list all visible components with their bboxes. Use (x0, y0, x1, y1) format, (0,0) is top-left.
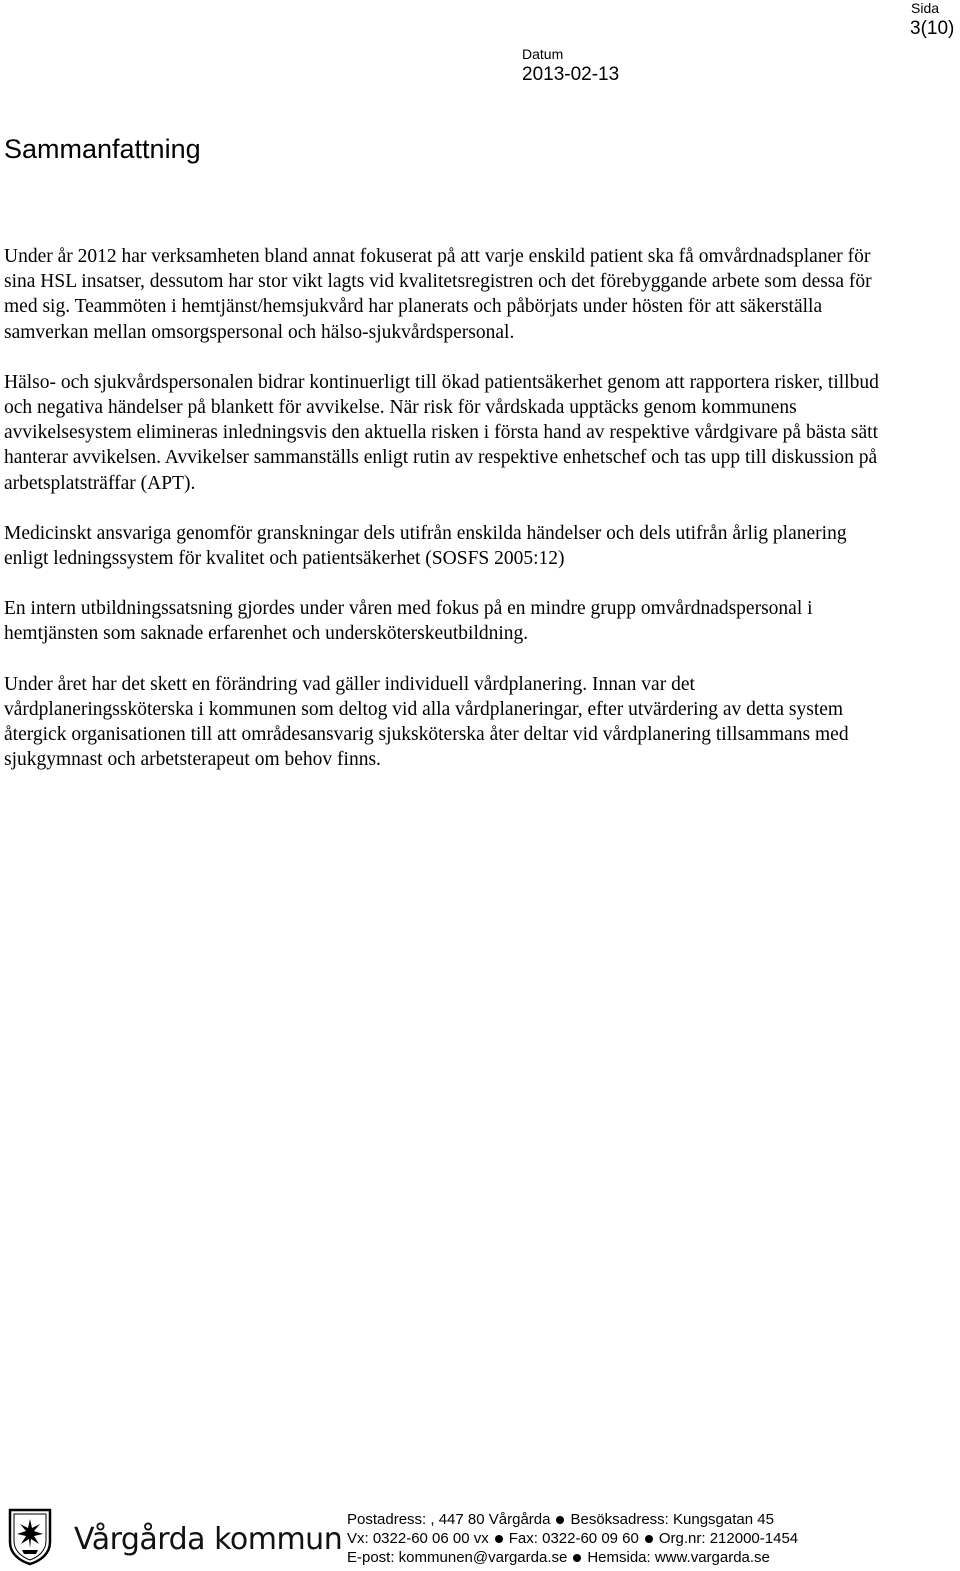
paragraph: Under året har det skett en förändring vad gäller individuell vårdplanering. Innan var det vårdplaneringssköterska i kommunen som deltog vid alla vårdplaneringar, efter utvärdering av detta system återgick organisationen till att områdesansvarig sjuksköterska åter deltar vid vårdplanering tillsammans med sjukgymnast och arbetsterapeut om behov finns. (4, 673, 849, 771)
municipal-crest-icon (8, 1508, 52, 1566)
page-label: Sida (911, 0, 940, 16)
paragraph: Under år 2012 har verksamheten bland annat fokuserat på att varje enskild patient ska få omvårdnadsplaner för sina HSL insatser, dessutom har stor vikt lagts vid kvalitetsregistren och det förebyggande arbete som dessa för med sig. Teammöten i hemtjänst/hemsjukvård har planerats och påbörjats under hösten för att säkerställa samverkan mellan omsorgspersonal och hälso-sjukvårdspersonal. (4, 246, 872, 343)
paragraph: Medicinskt ansvariga genomför granskningar dels utifrån enskilda händelser och dels utifrån årlig planering enligt ledningssystem för kvalitet och patientsäkerhet (SOSFS 2005:12) (4, 522, 847, 570)
fax-number: Fax: 0322-60 09 60 (508, 1530, 639, 1547)
bullet-icon (645, 1535, 653, 1543)
footer-logo (8, 1508, 342, 1566)
paragraph: En intern utbildningssatsning gjordes under våren med fokus på en mindre grupp omvårdnadspersonal i hemtjänsten som saknade erfarenhet och undersköterskeutbildning. (4, 598, 813, 645)
brand-name: Vårgårda kommun (74, 1522, 343, 1557)
org-number: Org.nr: 212000-1454 (658, 1530, 799, 1547)
email-address[interactable]: E-post: kommunen@vargarda.se (347, 1549, 568, 1566)
date-value: 2013-02-13 (522, 64, 620, 85)
paragraph: Hälso- och sjukvårdspersonalen bidrar kontinuerligt till ökad patientsäkerhet genom att rapportera risker, tillbud och negativa händelser på blankett för avvikelse. När risk för vårdskada upptäcks genom kommunens avvikelsesystem elimineras inledningsvis den aktuella risken i första hand av respektive vårdgivare på bästa sätt hanterar avvikelsen. Avvikelser sammanställs enligt rutin av respektive enhetschef och tas upp till diskussion på arbetsplatsträffar (APT). (4, 371, 879, 494)
footer-contact (347, 1510, 798, 1567)
phone-number: Vx: 0322-60 06 00 vx (347, 1530, 489, 1547)
document-body (4, 244, 884, 797)
postal-address: Postadress: , 447 80 Vårgårda (347, 1511, 551, 1528)
bullet-icon (556, 1516, 564, 1524)
visiting-address: Besöksadress: Kungsgatan 45 (570, 1511, 774, 1528)
website-link[interactable]: Hemsida: www.vargarda.se (587, 1549, 770, 1566)
date-label: Datum (522, 46, 564, 62)
bullet-icon (573, 1554, 581, 1562)
bullet-icon (495, 1535, 503, 1543)
document-title: Sammanfattning (4, 134, 201, 164)
page-number: 3(10) (910, 18, 955, 39)
